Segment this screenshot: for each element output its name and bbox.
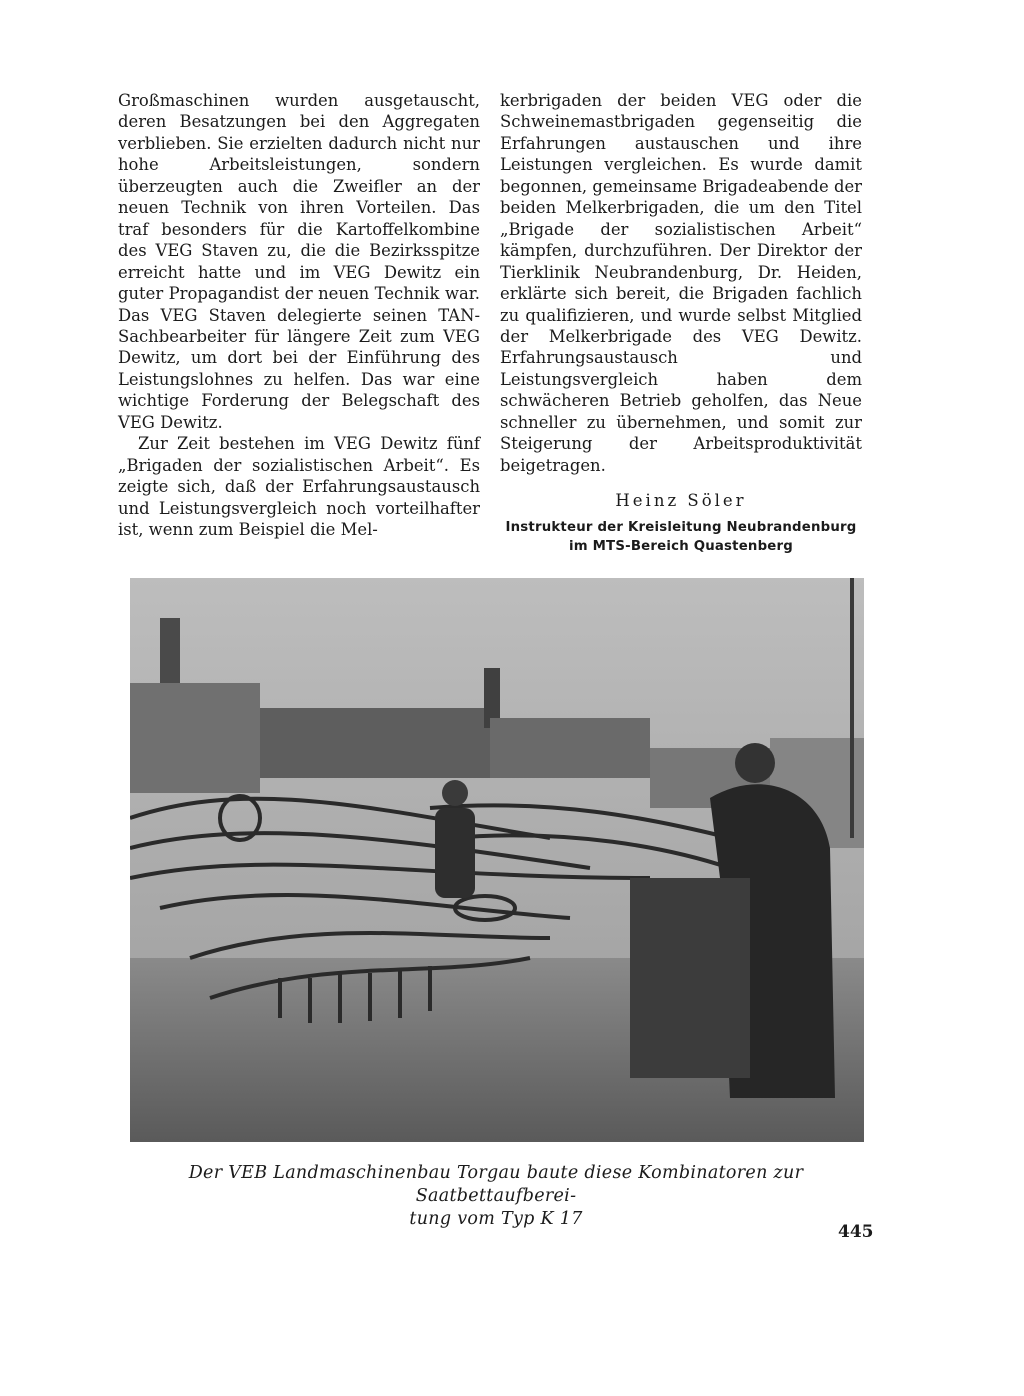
photo-caption bbox=[120, 1162, 872, 1231]
page-number: 445 bbox=[838, 1222, 874, 1242]
right-text-column bbox=[500, 90, 862, 556]
left-text-column bbox=[118, 90, 480, 541]
author-name: Heinz Söler bbox=[615, 491, 747, 511]
photo-illustration bbox=[130, 578, 864, 1142]
paragraph: Zur Zeit bestehen im VEG Dewitz fünf „Brigaden der sozialistischen Arbeit“. Es zeigte sich, daß der Erfahrungsaustausch und Leistungsvergleich noch vorteilhafter ist, wenn zum Beispiel die Mel- bbox=[118, 434, 480, 540]
caption-line: Der VEB Landmaschinenbau Torgau baute diese Kombinatoren zur Saatbettaufberei- bbox=[188, 1163, 804, 1206]
paragraph: Großmaschinen wurden ausgetauscht, deren Besatzungen bei den Aggregaten verblieben. Sie erzielten dadurch nicht nur hohe Arbeitsleistungen, sondern überzeugten auch die Zweifler an der neuen Technik von ihren Vorteilen. Das traf besonders für die Kartoffelkombine des VEG Staven zu, die die Bezirksspitze erreicht hatte und im VEG Dewitz ein guter Propagandist der neuen Technik war. Das VEG Staven delegierte seinen TAN-Sachbearbeiter für längere Zeit zum VEG Dewitz, um dort bei der Einführung des Leistungslohnes zu helfen. Das war eine wichtige Forderung der Belegschaft des VEG Dewitz. bbox=[118, 91, 480, 432]
affiliation-line: im MTS-Bereich Quastenberg bbox=[568, 538, 793, 554]
affiliation-line: Instrukteur der Kreisleitung Neubrandenburg bbox=[505, 519, 857, 535]
caption-line: tung vom Typ K 17 bbox=[409, 1209, 583, 1229]
author-affiliation bbox=[500, 518, 862, 556]
photograph bbox=[130, 578, 864, 1142]
paragraph: kerbrigaden der beiden VEG oder die Schweinemastbrigaden gegenseitig die Erfahrungen austauschen und ihre Leistungen vergleichen. Es wurde damit begonnen, gemeinsame Brigadeabende der beiden Melkerbrigaden, die um den Titel „Brigade der sozialistischen Arbeit“ kämpfen, durchzuführen. Der Direktor der Tierklinik Neubrandenburg, Dr. Heiden, erklärte sich bereit, die Brigaden fachlich zu qualifizieren, und wurde selbst Mitglied der Melkerbrigade des VEG Dewitz. Erfahrungsaustausch und Leistungsvergleich haben dem schwächeren Betrieb geholfen, das Neue schneller zu übernehmen, und somit zur Steigerung der Arbeitsproduktivität beigetragen. bbox=[500, 91, 862, 475]
